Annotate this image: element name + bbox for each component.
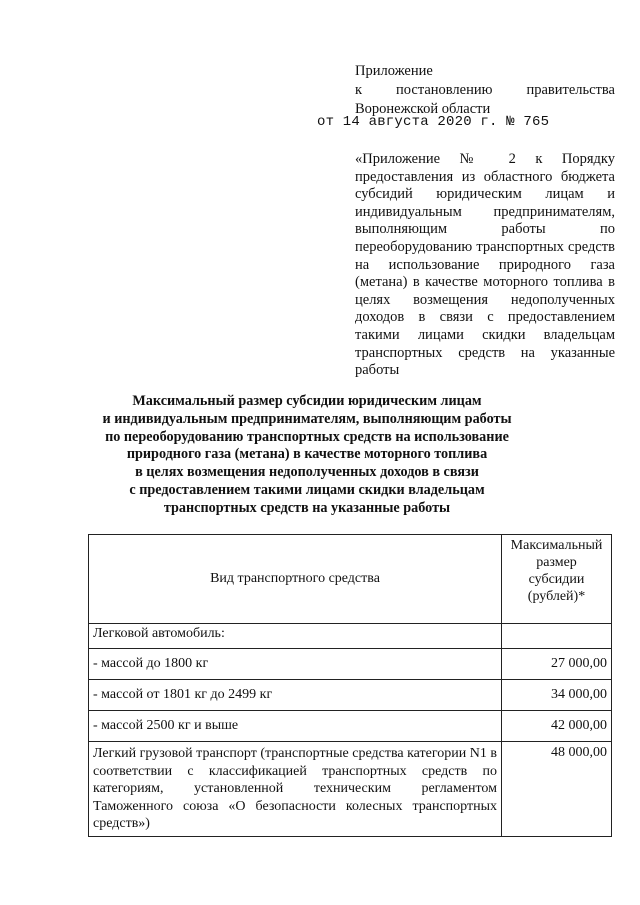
vehicle-type-cell: - массой от 1801 кг до 2499 кг xyxy=(89,680,502,711)
appendix-label: Приложение xyxy=(355,63,433,79)
vehicle-type-cell: Легкий грузовой транспорт (транспортные средства категории N1 в соответствии с классификацией транспортных средств по категориям, установленной техническим регламентом Таможенного союза «О безопасности колесных транспортных средств») xyxy=(89,742,502,837)
appendix-header xyxy=(355,62,615,119)
amount-cell: 48 000,00 xyxy=(502,742,612,837)
vehicle-type-cell: Легковой автомобиль: xyxy=(89,624,502,649)
header-amount-line: субсидии xyxy=(528,572,585,587)
document-title xyxy=(90,393,524,518)
title-line: с предоставлением такими лицами скидки владельцам xyxy=(129,481,485,498)
title-line: Максимальный размер субсидии юридическим лицам xyxy=(132,393,482,409)
table-row xyxy=(89,680,612,711)
title-line: транспортных средств на указанные работы xyxy=(163,499,451,516)
vehicle-type-cell: - массой до 1800 кг xyxy=(89,649,502,680)
vehicle-type-cell: - массой 2500 кг и выше xyxy=(89,711,502,742)
title-line: и индивидуальным предпринимателям, выполняющим работы xyxy=(102,410,512,427)
column-header-max-subsidy xyxy=(502,535,612,624)
table-header-row xyxy=(89,535,612,624)
header-amount-line: (рублей)* xyxy=(527,589,586,604)
decree-word-postanovleniyu: постановлению xyxy=(396,82,493,98)
table-row xyxy=(89,624,612,649)
table-row xyxy=(89,711,612,742)
decree-word-k: к xyxy=(355,82,363,98)
table-row xyxy=(89,649,612,680)
region-name: Воронежской области xyxy=(355,101,491,117)
decree-reference-line xyxy=(355,81,615,100)
subsidy-table xyxy=(88,534,612,837)
column-header-vehicle-type: Вид транспортного средства xyxy=(89,535,502,624)
header-amount-line: Максимальный xyxy=(510,538,603,553)
title-line: природного газа (метана) в качестве моторного топлива xyxy=(126,446,488,463)
title-line: в целях возмещения недополученных доходов в связи xyxy=(135,464,479,481)
amount-cell: 42 000,00 xyxy=(502,711,612,742)
amount-cell: 34 000,00 xyxy=(502,680,612,711)
decree-date-number: от 14 августа 2020 г. № 765 xyxy=(317,114,550,130)
annex-reference-paragraph: «Приложение № 2 к Порядку предоставления из областного бюджета субсидий юридическим лицам и индивидуальным предпринимателям, выполняющим работы по переоборудованию транспортных средств на использование природного газа (метана) в качестве моторного топлива в целях возмещения недополученных доходов в связи с предоставлением такими лицами скидки владельцам транспортных средств на указанные работы xyxy=(355,151,615,379)
title-line: по переоборудованию транспортных средств на использование xyxy=(105,428,509,445)
amount-cell xyxy=(502,624,612,649)
header-amount-line: размер xyxy=(536,555,577,570)
decree-word-pravitelstva: правительства xyxy=(526,82,615,98)
amount-cell: 27 000,00 xyxy=(502,649,612,680)
table-row xyxy=(89,742,612,837)
